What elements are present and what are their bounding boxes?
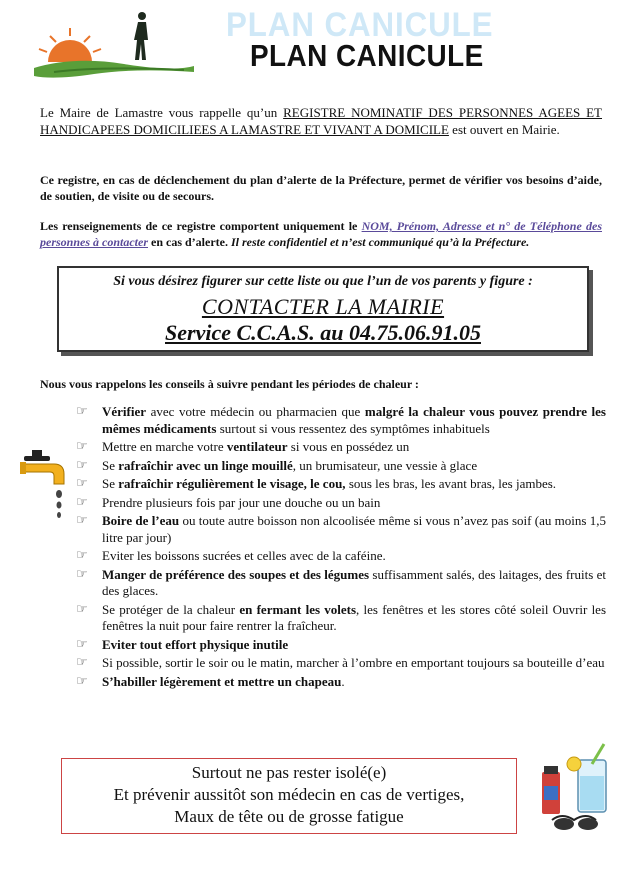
warning-line: Surtout ne pas rester isolé(e) bbox=[191, 763, 387, 782]
pointing-hand-icon: ☞ bbox=[76, 513, 88, 528]
drinks-sunglasses-icon bbox=[534, 742, 618, 832]
list-item: ☞ Manger de préférence des soupes et des légumes suffisamment salés, des laitages, des fruits et des glaces. bbox=[76, 566, 606, 598]
advice-intro: Nous vous rappelons les conseils à suivre pendant les périodes de chaleur : bbox=[40, 377, 419, 391]
list-item: ☞ Se rafraîchir régulièrement le visage, le cou, sous les bras, les avant bras, les jambes. bbox=[76, 476, 557, 491]
list-item: ☞ Se protéger de la chaleur en fermant les volets, les fenêtres et les stores côté soleil Ouvrir les fenêtres la nuit pour faire rentrer la fraîcheur. bbox=[76, 601, 607, 633]
list-item: ☞ Mettre en marche votre ventilateur si vous en possédez un bbox=[76, 439, 410, 454]
list-item: ☞ Eviter tout effort physique inutile bbox=[76, 636, 289, 652]
pointing-hand-icon: ☞ bbox=[76, 404, 88, 419]
pointing-hand-icon: ☞ bbox=[76, 566, 88, 582]
water-tap-icon bbox=[20, 450, 66, 520]
pointing-hand-icon: ☞ bbox=[76, 439, 88, 454]
list-item: ☞ Prendre plusieurs fois par jour une douche ou un bain bbox=[76, 494, 381, 510]
pointing-hand-icon: ☞ bbox=[76, 636, 88, 652]
pointing-hand-icon: ☞ bbox=[76, 494, 88, 510]
pointing-hand-icon: ☞ bbox=[76, 601, 88, 617]
list-item: ☞ Vérifier avec votre médecin ou pharmacien que malgré la chaleur vous pouvez prendre les mêmes médicaments surtout si vous ressentez des symptômes inhabituels bbox=[76, 404, 606, 436]
warning-line: Maux de tête ou de grosse fatigue bbox=[174, 807, 404, 826]
contact-box bbox=[57, 266, 589, 352]
page-title-ghost: PLAN CANICULE bbox=[226, 6, 494, 44]
hiker-icon bbox=[134, 12, 148, 60]
content-paragraph: Les renseignements de ce registre comportent uniquement le NOM, Prénom, Adresse et n° de Téléphone des personnes à contacter en cas d’alerte. Il reste confidentiel et n’est communiqué qu’à la Préfecture. bbox=[40, 219, 602, 249]
intro-paragraph: Le Maire de Lamastre vous rappelle qu’un REGISTRE NOMINATIF DES PERSONNES AGEES ET HANDICAPEES DOMICILIEES A LAMASTRE ET VIVANT A DOMICILE est ouvert en Mairie. bbox=[40, 105, 602, 137]
list-item: ☞ S’habiller légèrement et mettre un chapeau. bbox=[76, 673, 345, 689]
sun-hiker-logo bbox=[34, 10, 194, 82]
page-title: PLAN CANICULE bbox=[250, 38, 484, 73]
pointing-hand-icon: ☞ bbox=[76, 655, 88, 670]
pointing-hand-icon: ☞ bbox=[76, 476, 88, 491]
contact-heading: CONTACTER LA MAIRIE bbox=[201, 294, 445, 319]
warning-box bbox=[61, 758, 517, 834]
sun-icon bbox=[39, 28, 101, 62]
advice-list bbox=[76, 404, 606, 692]
pointing-hand-icon: ☞ bbox=[76, 548, 88, 563]
registry-name: REGISTRE NOMINATIF DES PERSONNES AGEES ET HANDICAPEES DOMICILIEES A LAMASTRE ET VIVANT A DOMICILE bbox=[40, 105, 602, 137]
pointing-hand-icon: ☞ bbox=[76, 673, 88, 689]
registry-fields: NOM, Prénom, Adresse et n° de Téléphone des personnes à contacter bbox=[40, 219, 602, 249]
list-item: ☞ Eviter les boissons sucrées et celles avec de la caféine. bbox=[76, 548, 386, 563]
list-item: ☞ Se rafraîchir avec un linge mouillé, un brumisateur, une vessie à glace bbox=[76, 457, 478, 473]
warning-line: Et prévenir aussitôt son médecin en cas de vertiges, bbox=[113, 785, 465, 804]
pointing-hand-icon: ☞ bbox=[76, 457, 88, 473]
contact-prompt: Si vous désirez figurer sur cette liste ou que l’un de vos parents y figure : bbox=[113, 274, 533, 289]
contact-phone: Service C.C.A.S. au 04.75.06.91.05 bbox=[165, 320, 481, 345]
list-item: ☞ Si possible, sortir le soir ou le matin, marcher à l’ombre en emportant toujours sa bouteille d’eau bbox=[76, 655, 605, 670]
purpose-paragraph: Ce registre, en cas de déclenchement du plan d’alerte de la Préfecture, permet de vérifier vos besoins d’aide, de soutien, de visite ou de secours. bbox=[40, 173, 602, 203]
list-item: ☞ Boire de l’eau ou toute autre boisson non alcoolisée même si vous n’avez pas soif (au moins 1,5 litre par jour) bbox=[76, 513, 606, 545]
